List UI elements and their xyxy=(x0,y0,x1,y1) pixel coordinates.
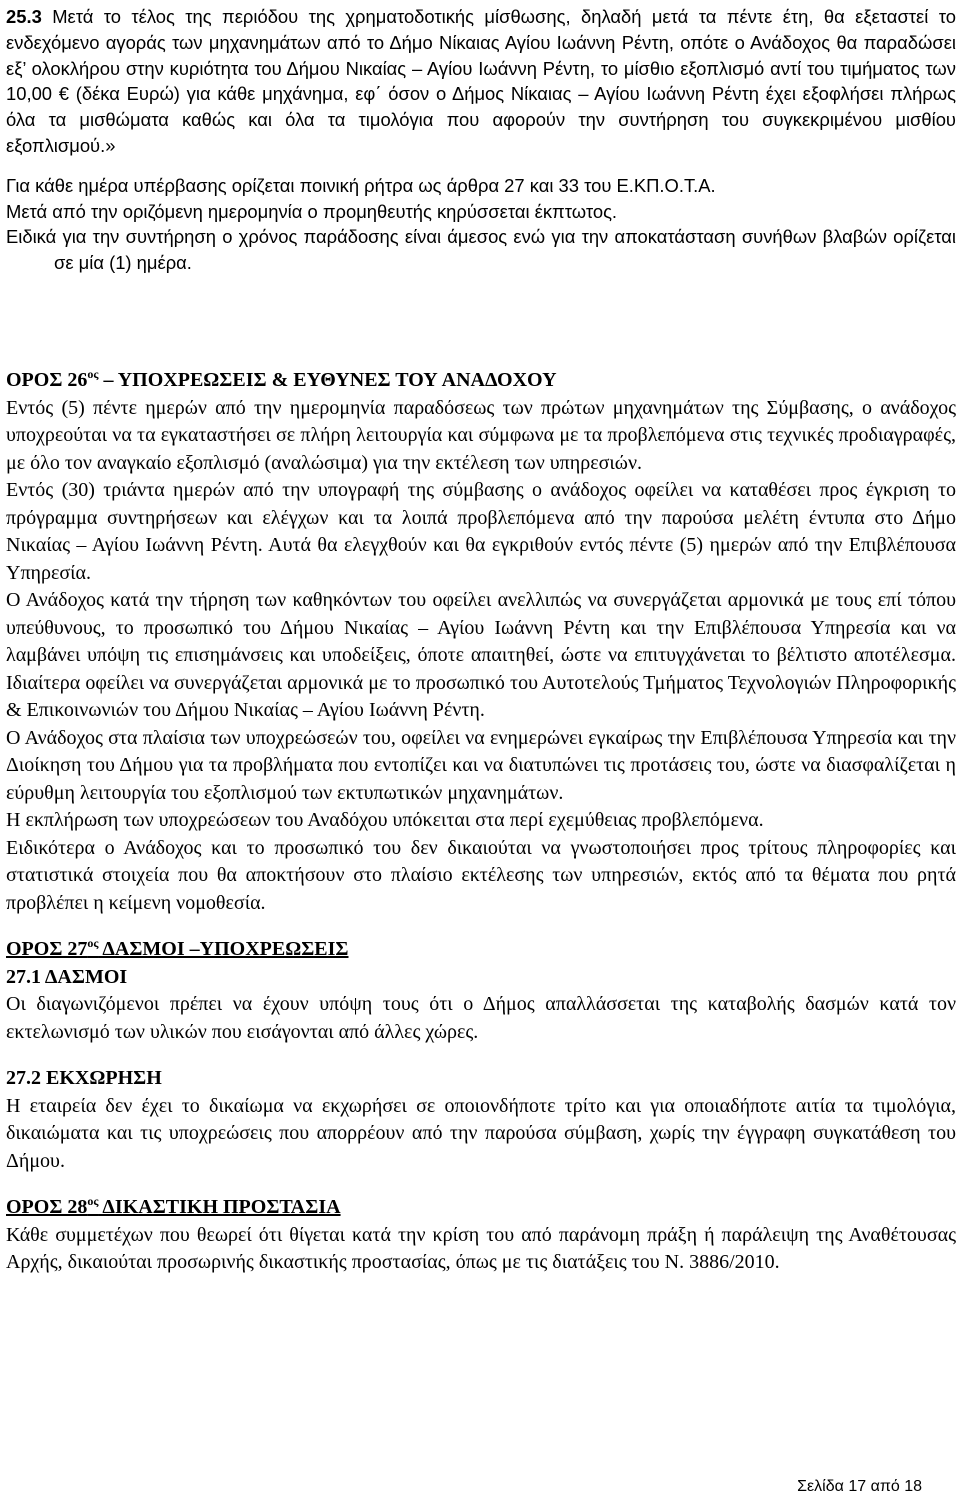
penalty-paragraph: Για κάθε ημέρα υπέρβασης ορίζεται ποινική ρήτρα ως άρθρα 27 και 33 του Ε.ΚΠ.Ο.Τ.Α. xyxy=(6,174,716,196)
term-26-heading: ΟΡΟΣ $26^{o\varsigma}$ – ΥΠΟΧΡΕΩΣΕΙΣ & ΕΥΘΥΝΕΣ ΤΟΥ ΑΝΑΔΟΧΟΥ xyxy=(6,367,557,391)
term-26-paragraph: Η εκπλήρωση των υποχρεώσεων του Αναδόχου υπόκειται στα περί εχεμύθειας προβλεπόμενα. xyxy=(6,809,764,831)
clause-25-3 xyxy=(6,4,956,276)
maintenance-paragraph: Ειδικά για την συντήρηση ο χρόνος παράδοσης είναι άμεσος ενώ για την αποκατάσταση συνήθων βλαβών ορίζεται σε μία (1) ημέρα. xyxy=(6,226,956,274)
term-26-paragraph: Ο Ανάδοχος στα πλαίσια των υποχρεώσεών του, οφείλει να ενημερώνει εγκαίρως την Επιβλέπουσα Υπηρεσία και την Διοίκηση του Δήμου για τα προβλήματα που εντοπίζει και να διατυπώνει τις προτάσεις του, ώστε να διασφαλίζεται η εύρυθμη λειτουργία του εξοπλισμού των εκτυπωτικών μηχανημάτων. xyxy=(6,726,956,804)
subclause-27-1-text: Οι διαγωνιζόμενοι πρέπει να έχουν υπόψη τους ότι ο Δήμος απαλλάσσεται της καταβολής δασμών κατά τον εκτελωνισμό των υλικών που εισάγονται από άλλες χώρες. xyxy=(6,993,956,1043)
subclause-27-1-heading: 27.1 ΔΑΣΜΟΙ xyxy=(6,965,128,988)
term-28-text: Κάθε συμμετέχων που θεωρεί ότι θίγεται κατά την κρίση του από παράνομη πράξη ή παράλειψη της Αναθέτουσας Αρχής, δικαιούται προσωρινής δικαστικής προστασίας, όπως με τις διατάξεις του Ν. 3886/2010. xyxy=(6,1223,956,1273)
page-number: Σελίδα 17 από 18 xyxy=(797,1478,922,1495)
late-delivery-paragraph: Μετά από την οριζόμενη ημερομηνία ο προμηθευτής κηρύσσεται έκπτωτος. xyxy=(6,200,618,222)
term-26-paragraph: Εντός (5) πέντε ημερών από την ημερομηνία παραδόσεως των πρώτων μηχανημάτων της Σύμβασης, ο ανάδοχος υποχρεούται να τα εγκαταστήσει σε πλήρη λειτουργία και σύμφωνα με τα προβλεπόμενα στις τεχνικές προδιαγραφές, με όλο τον αναγκαίο εξοπλισμό (αναλώσιμα) για την εκτέλεση των υπηρεσιών. xyxy=(6,396,956,474)
term-27-heading: ΟΡΟΣ $27^{o\varsigma}$ ΔΑΣΜΟΙ –ΥΠΟΧΡΕΩΣΕΙΣ xyxy=(6,936,349,960)
clause-number: 25.3 xyxy=(6,6,42,27)
term-26-paragraph: Εντός (30) τριάντα ημερών από την υπογραφή της σύμβασης ο ανάδοχος οφείλει να καταθέσει προς έγκριση το πρόγραμμα συντηρήσεων και ελέγχων και τα λοιπά προβλεπόμενα από την παρούσα μελέτη έντυπα στο Δήμο Νικαίας – Αγίου Ιωάννη Ρέντη. Αυτά θα ελεγχθούν και θα εγκριθούν εντός πέντε (5) ημερών από την Επιβλέπουσα Υπηρεσία. xyxy=(6,479,956,584)
subclause-27-2-heading: 27.2 ΕΚΧΩΡΗΣΗ xyxy=(6,1067,162,1089)
term-26-paragraph: Ειδικότερα ο Ανάδοχος και το προσωπικό του δεν δικαιούται να γνωστοποιήσει προς τρίτους πληροφορίες και στατιστικά στοιχεία που θα αποκτήσουν στο πλαίσιο εκτέλεσης των υπηρεσιών, εκτός από τα θέματα που ρητά προβλέπει η κείμενη νομοθεσία. xyxy=(6,836,956,914)
term-26-paragraph: Ο Ανάδοχος κατά την τήρηση των καθηκόντων του οφείλει ανελλιπώς να συνεργάζεται αρμονικά με τους επί τόπου υπεύθυνους, το προσωπικό του Δήμου Νικαίας – Αγίου Ιωάννη Ρέντη και την Επιβλέπουσα Υπηρεσία και να λαμβάνει υπόψη τις επισημάνσεις και υποδείξεις, όποτε απαιτηθεί, ώστε να επιτυγχάνεται το βέλτιστο αποτέλεσμα. Ιδιαίτερα οφείλει να συνεργάζεται αρμονικά με το προσωπικό του Αυτοτελούς Τμήματος Τεχνολογιών Πληροφορικής & Επικοινωνιών του Δήμου Νικαίας – Αγίου Ιωάννη Ρέντη. xyxy=(6,589,956,721)
term-28-heading: ΟΡΟΣ $28^{o\varsigma}$ ΔΙΚΑΣΤΙΚΗ ΠΡΟΣΤΑΣΙΑ xyxy=(6,1194,341,1218)
clause-25-3-text: Μετά το τέλος της περιόδου της χρηματοδοτικής μίσθωσης, δηλαδή μετά τα πέντε έτη, θα εξεταστεί το ενδεχόμενο αγοράς των μηχανημάτων από το Δήμο Νίκαιας Αγίου Ιωάννη Ρέντη, οπότε ο Ανάδοχος θα παραδώσει εξ’ ολοκλήρου στην κυριότητα του Δήμου Νικαίας – Αγίου Ιωάννη Ρέντη, το μίσθιο εξοπλισμό αντί του τιμήματος των 10,00 € (δέκα Ευρώ) για κάθε μηχάνημα, εφ΄ όσον ο Δήμος Νίκαιας – Αγίου Ιωάννη Ρέντη έχει εξοφλήσει πλήρως όλα τα μισθώματα καθώς και όλα τα τιμολόγια που αφορούν την συντήρηση του συγκεκριμένου μισθίου εξοπλισμού.» xyxy=(6,6,956,156)
terms-body xyxy=(6,367,956,1277)
clause-25-3-paragraph xyxy=(6,4,956,159)
subclause-27-2-text: Η εταιρεία δεν έχει το δικαίωμα να εκχωρήσει σε οποιονδήποτε τρίτο και για οποιαδήποτε αιτία τα τιμολόγια, δικαιώματα και τις υποχρεώσεις που απορρέουν από την παρούσα σύμβαση, χωρίς την έγγραφη συγκατάθεση του Δήμου. xyxy=(6,1094,956,1172)
